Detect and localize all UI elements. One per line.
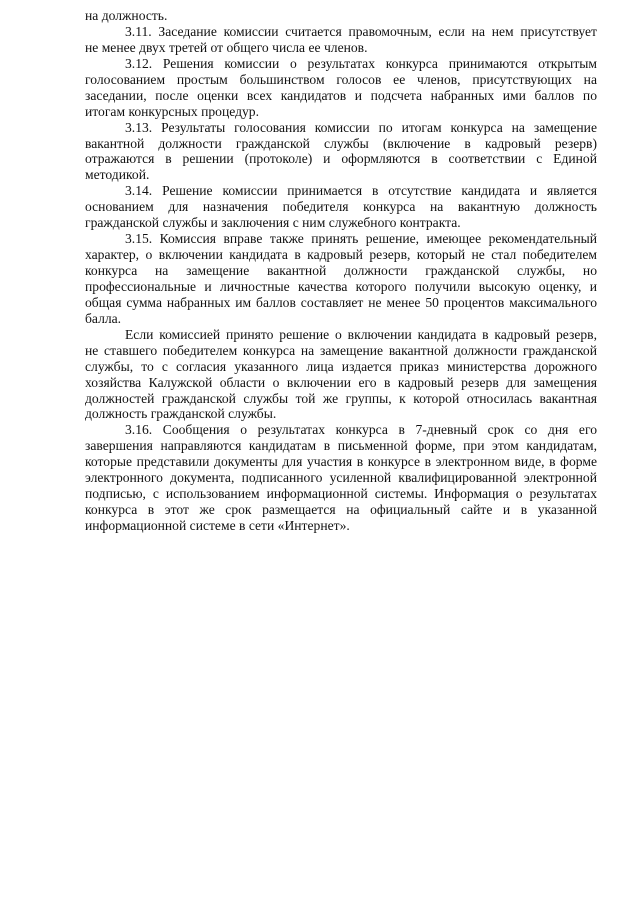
text-line: 3.11. Заседание комиссии считается правомочным, если на нем присутствует <box>125 23 597 39</box>
text-line: конкурса в этот же срок размещается на официальный сайте и в указанной <box>85 502 597 518</box>
text-line: заседании, после оценки всех кандидатов и подсчета набранных ими баллов по <box>85 87 597 103</box>
text-line: 3.14. Решение комиссии принимается в отсутствие кандидата и является <box>125 183 597 199</box>
text-line: 3.13. Результаты голосования комиссии по итогам конкурса на замещение <box>125 119 597 135</box>
document-page <box>85 8 597 534</box>
text-line: 3.15. Комиссия вправе также принять решение, имеющее рекомендательный <box>125 231 597 247</box>
text-line: 3.12. Решения комиссии о результатах конкурса принимаются открытым <box>125 55 597 71</box>
text-line: основанием для назначения победителя конкурса на вакантную должность <box>85 199 597 215</box>
text-line: на должность. <box>85 8 168 23</box>
text-line: завершения направляются кандидатам в письменной форме, при этом кандидатам, <box>85 438 597 454</box>
text-line: 3.16. Сообщения о результатах конкурса в 7-дневный срок со дня его <box>125 422 597 438</box>
text-line: характер, о включении кандидата в кадровый резерв, который не стал победителем <box>85 247 597 263</box>
text-line: не ставшего победителем конкурса на замещение вакантной должности гражданской <box>85 342 597 358</box>
text-line: методикой. <box>85 167 150 183</box>
text-line: которые представили документы для участия в конкурсе в электронном виде, в форме <box>85 454 597 470</box>
text-line: гражданской службы и заключения с ним служебного контракта. <box>85 215 461 231</box>
text-line: общая сумма набранных им баллов составляет не менее 50 процентов максимального <box>85 294 597 310</box>
text-line: не менее двух третей от общего числа ее членов. <box>85 39 368 55</box>
text-line: конкурса на замещение вакантной должности гражданской службы, но <box>85 263 597 278</box>
text-line: профессиональные и личностные качества которого получили высокую оценку, и <box>85 278 597 294</box>
text-line: информационной системе в сети «Интернет». <box>85 518 350 533</box>
text-line: отражаются в решении (протоколе) и оформляются в соответствии с Единой <box>85 151 597 167</box>
text-line: службы, то с согласия указанного лица издается приказ министерства дорожного <box>85 358 597 374</box>
document-body <box>85 8 597 534</box>
text-line: электронного документа, подписанного усиленной квалифицированной электронной <box>85 470 597 486</box>
text-line: хозяйства Калужской области о включении его в кадровый резерв для замещения <box>85 374 597 390</box>
text-line: подписью, с использованием информационной системы. Информация о результатах <box>85 486 597 502</box>
text-line: должностей гражданской службы той же группы, к которой относилась вакантная <box>85 390 597 406</box>
text-line: балла. <box>85 310 122 326</box>
text-line: итогам конкурсных процедур. <box>85 103 259 119</box>
text-line: должность гражданской службы. <box>85 406 277 422</box>
text-line: Если комиссией принято решение о включении кандидата в кадровый резерв, <box>125 326 597 342</box>
text-line: голосованием простым большинством голосов ее членов, присутствующих на <box>85 71 597 87</box>
text-line: вакантной должности гражданской службы (включение в кадровый резерв) <box>85 135 597 151</box>
